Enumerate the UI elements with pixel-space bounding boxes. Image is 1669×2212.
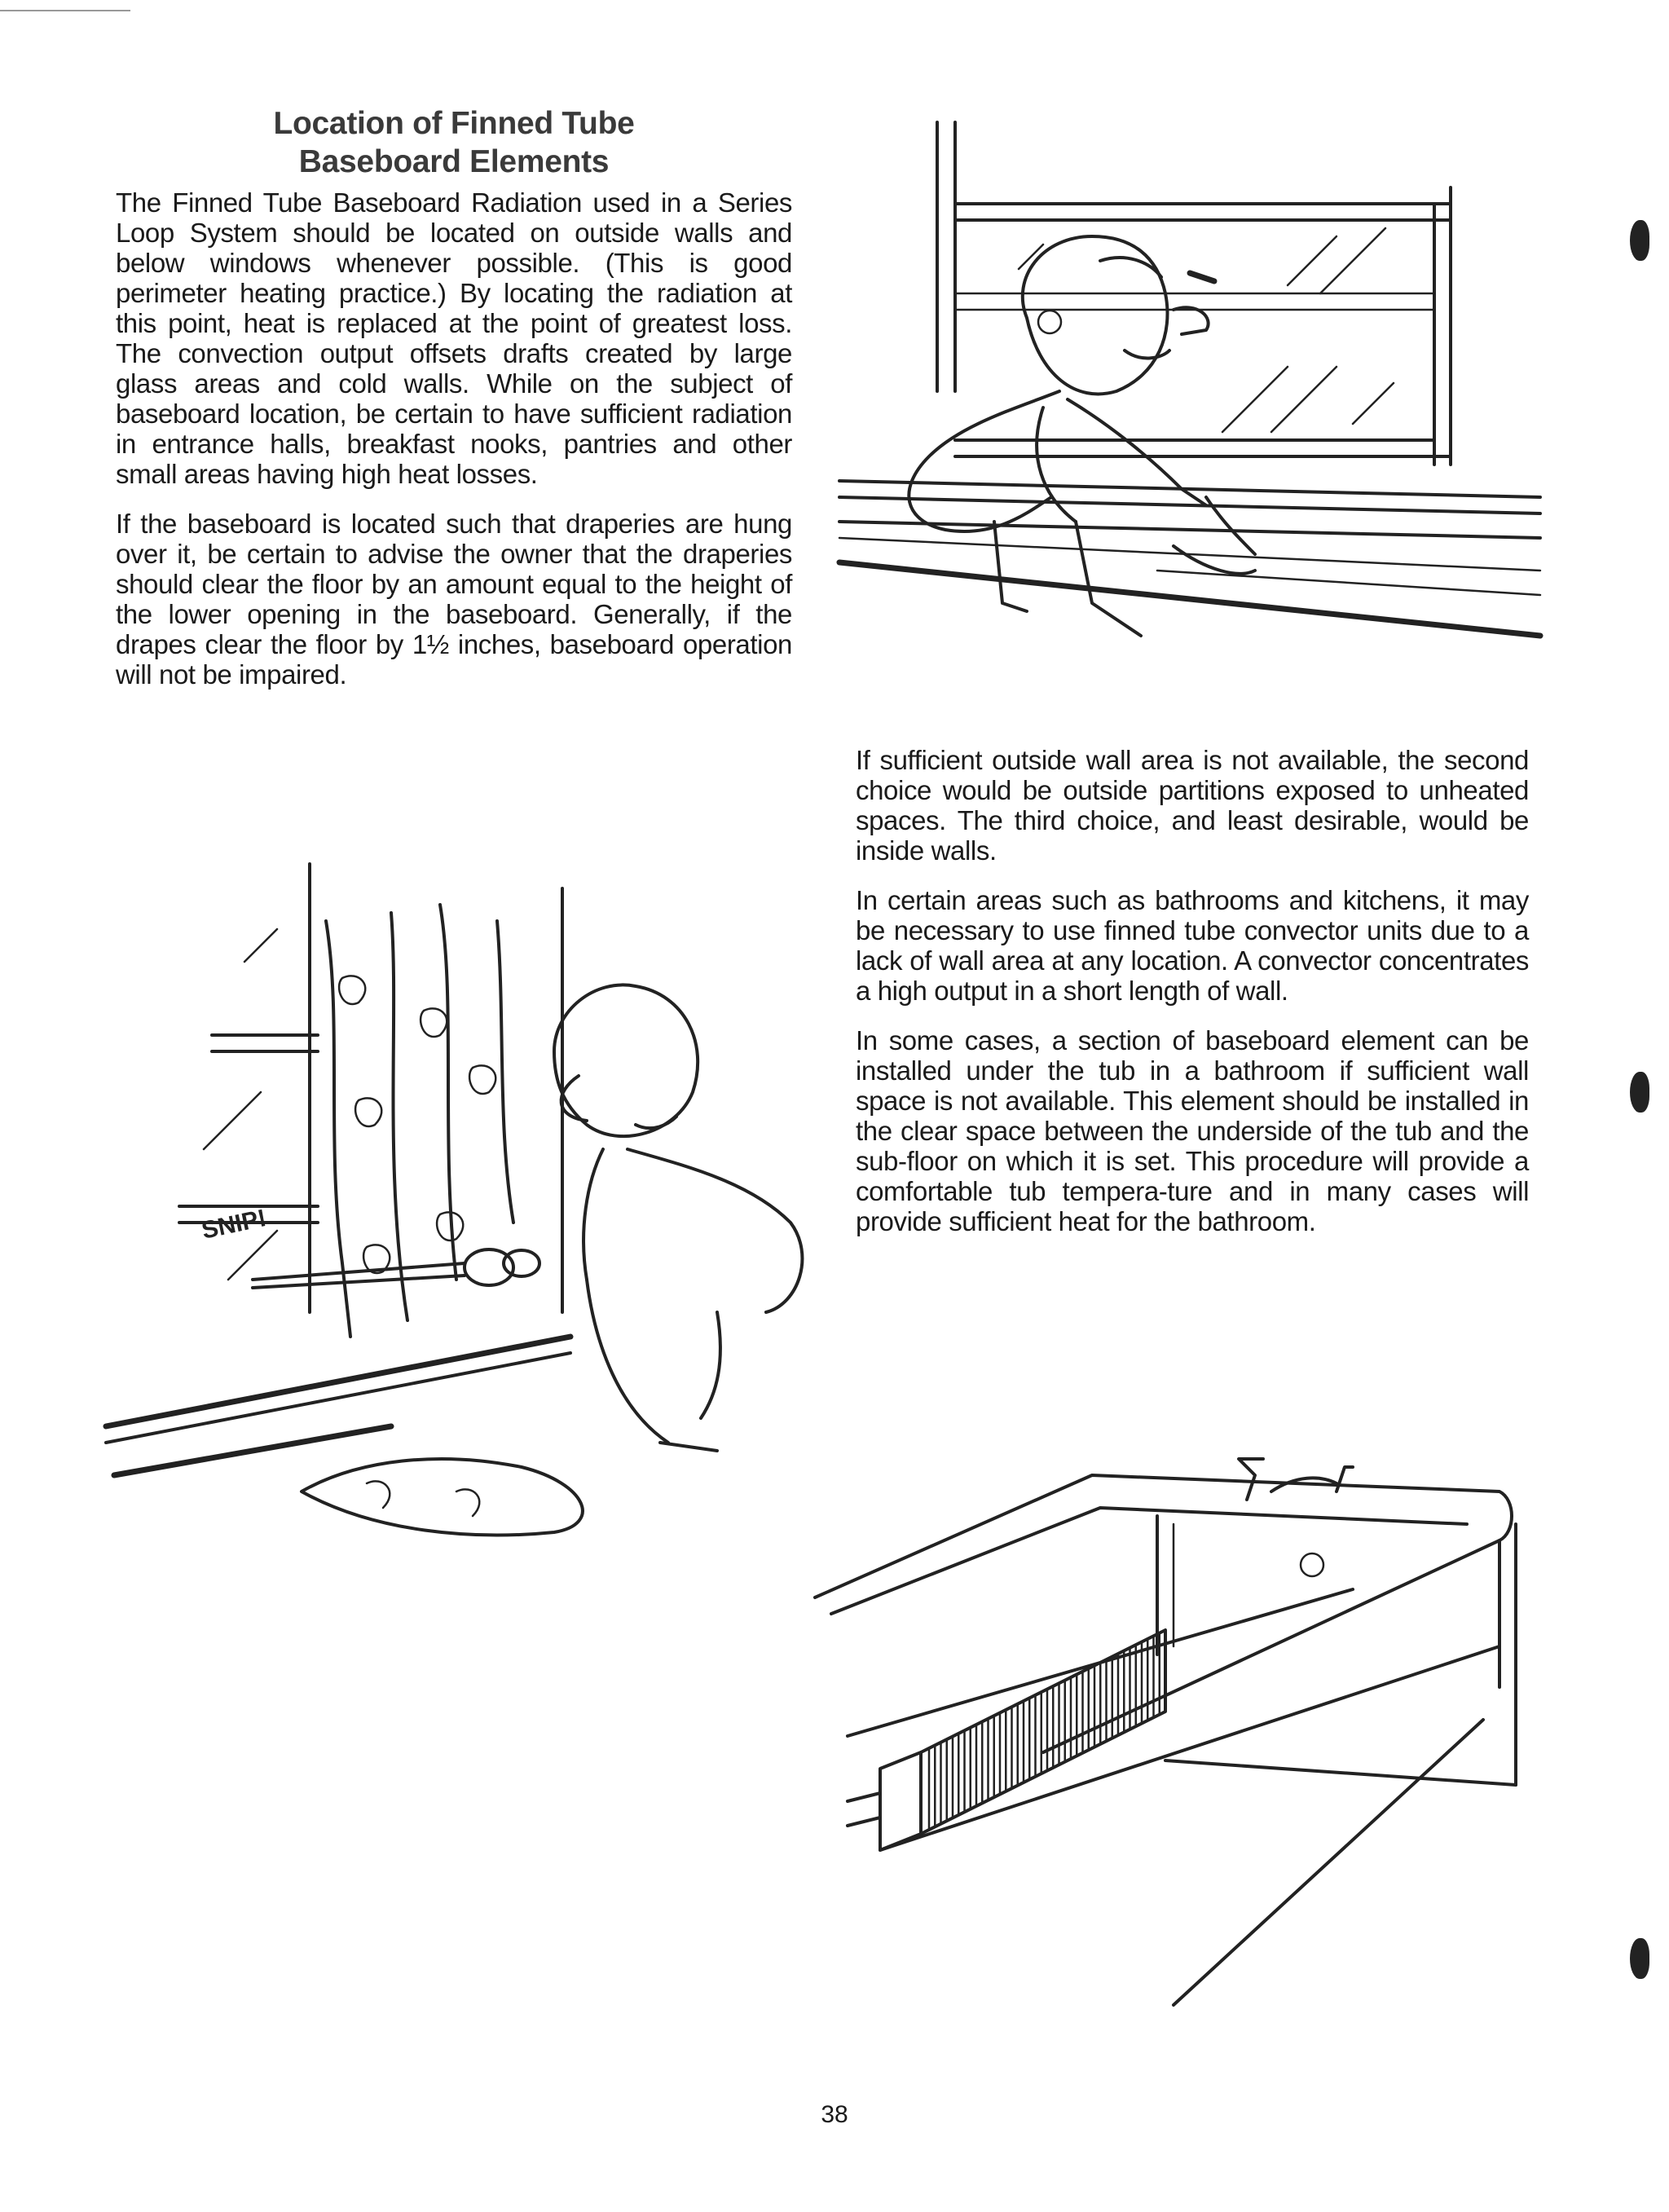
paragraph-location: The Finned Tube Baseboard Radiation used in a Series Loop System should be located on outside walls and below windows whenever possible. (This is good perimeter heating practice.) By locating the radiation at this point, heat is replaced at the point of greatest loss. The convection output offsets drafts created by large glass areas and cold walls. While on the subject of baseboard location, be certain to have sufficient radiation in entrance halls, breakfast nooks, pantries and other small areas having high heat losses. <box>116 187 792 489</box>
drapes-illustration <box>98 856 848 1540</box>
paragraph-second-choice: If sufficient outside wall area is not available, the second choice would be outside partitions exposed to unheated spaces. The third choice, and least desirable, would be inside walls. <box>856 745 1529 866</box>
right-column <box>856 745 1529 1256</box>
snip-caption: SNIP! <box>199 1204 269 1245</box>
title-line-2: Baseboard Elements <box>298 144 610 179</box>
title-line-1: Location of Finned Tube <box>273 106 635 141</box>
element-fins <box>929 1630 1165 1830</box>
window-baseboard-illustration <box>831 114 1548 685</box>
bathtub-convector-illustration <box>782 1443 1532 2029</box>
binder-hole-middle <box>1630 1072 1649 1113</box>
binder-hole-top <box>1630 220 1649 261</box>
page-number: 38 <box>821 2101 848 2128</box>
binder-hole-bottom <box>1630 1938 1649 1979</box>
section-title <box>116 104 792 181</box>
paragraph-draperies: If the baseboard is located such that draperies are hung over it, be certain to advise the owner that the draperies should clear the floor by an amount equal to the height of the lower opening in the baseboard. Generally, if the drapes clear the floor by 1½ inches, baseboard operation will not be impaired. <box>116 509 792 690</box>
scan-edge-line <box>0 10 130 11</box>
left-column <box>116 104 792 709</box>
paragraph-under-tub: In some cases, a section of baseboard element can be installed under the tub in a bathroom if sufficient wall space is not available. This element should be installed in the clear space between the underside of the tub and the sub-floor on which it is set. This procedure will provide a comfortable tub tempera-ture and in many cases will provide sufficient heat for the bathroom. <box>856 1025 1529 1236</box>
paragraph-convector: In certain areas such as bathrooms and kitchens, it may be necessary to use finned tube convector units due to a lack of wall area at any location. A convector concentrates a high output in a short length of wall. <box>856 885 1529 1006</box>
